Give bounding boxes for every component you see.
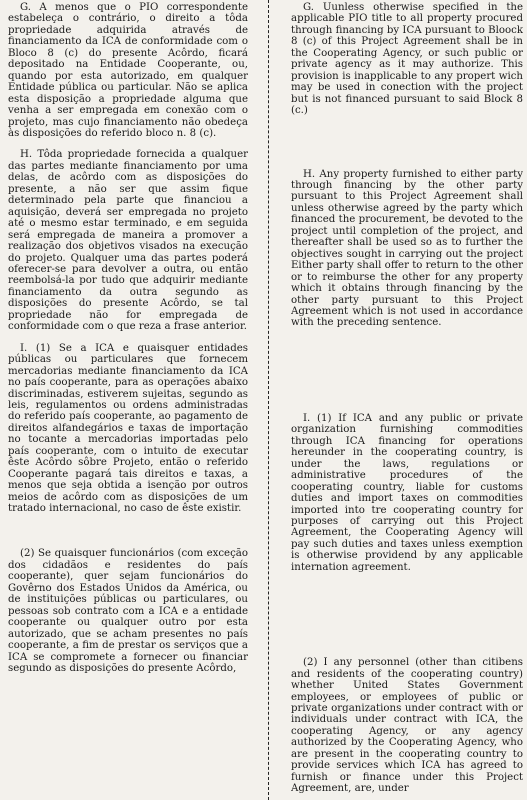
paragraph-h-pt: H. Tôda propriedade fornecida a qualquer das partes mediante financiamento por uma delas, de acôrdo com as disposições do presente, a não ser que assim fique determinado pela parte que financiou a aquisição, deverá ser empregada no projeto até o mesmo estar terminado, e em seguida será empregada de maneira a promover a realização dos objetivos visados na execução do projeto. Qualquer uma das partes poderá oferecer-se para devolver a outra, ou então reembolsá-la por tudo que adquirir mediante financiamento da outra segundo as disposições do presente Acôrdo, se tal propriedade não for empregada de conformidade com o que reza a frase anterior. (8, 149, 248, 333)
paragraph-h-en: H. Any property furnished to either party through financing by the other party pursuant to this Project Agreement shall unless otherwise agreed by the party which financed the procurement, be devoted to the project until completion of the project, and thereafter shall be used so as to further the objectives sought in carrying out the project Either party shall offer to return to the other or to reimburse the other for any property which it obtains through financing by the other party pursuant to this Project Agreement which is not used in accordance with the preceding sentence. (291, 168, 523, 329)
portuguese-column (8, 2, 248, 798)
paragraph-i1-pt: I. (1) Se a ICA e quaisquer entidades públicas ou particulares que fornecem mercadorias mediante financiamento da ICA no país cooperante, para as operações abaixo discriminadas, estiverem sujeitas, segundo as leis, regulamentos ou ordens administradas do referido país cooperante, ao pagamento de direitos alfandegários e taxas de importação no tocante a mercadorias importadas pelo país cooperante, com o intuito de executar êste Acôrdo sôbre Projeto, então o referido Cooperante pagará tais direitos e taxas, a menos que seja obtida a isenção por outros meios de acôrdo com as disposições de um tratado internacional, no caso de êste existir. (8, 342, 248, 515)
paragraph-g-pt: G. A menos que o PIO correspondente estabeleça o contrário, o direito a tôda propriedade adquirida através de financiamento da ICA de conformidade com o Bloco 8 (c) do presente Acôrdo, ficará depositado na Entidade Cooperante, ou, quando por esta autorizado, em qualquer Entidade pública ou particular. Não se aplica esta disposição a propriedade alguma que venha a ser empregada em conexão com o projeto, mas cujo financiamento não obedeça às disposições do referido bloco n. 8 (c). (8, 2, 248, 139)
english-column (291, 2, 523, 798)
paragraph-g-en: G. Uunless otherwise specified in the applicable PIO title to all property procured through financing by ICA pursuant to Bloock 8 (c) of this Project Agreement shall be in the Cooperating Agency, or such public or private agency as it may authorize. This provision is inapplicable to any propert wich may be used in conection with the project but is not financed pursuant to said Block 8 (c.) (291, 2, 523, 117)
paragraph-i2-en: (2) I any personnel (other than citibens and residents of the cooperating country) whether United States Government employees, or employees of public or private organizations under contract with or individuals under contract with ICA, the cooperating Agency, or any agency authorized by the Cooperating Agency, who are present in the cooperating country to provide services which ICA has agreed to furnish or finance under this Project Agreement, are, under (291, 657, 523, 795)
paragraph-i2-pt: (2) Se quaisquer funcionários (com exceção dos cidadãos e residentes do país cooperante), quer sejam funcionários do Govêrno dos Estados Unidos da América, ou de instituições públicas ou particulares, ou pessoas sob contrato com a ICA e a entidade cooperante ou qualquer outro por esta autorizado, que se acham presentes no país cooperante, a fim de prestar os serviços que a ICA se compromete a fornecer ou financiar segundo as disposições do presente Acôrdo, (8, 548, 248, 675)
paragraph-i1-en: I. (1) If ICA and any public or private organization furnishing commodities through ICA financing for operations hereunder in the cooperating country, is under the laws, regulations or administrative procedures of the cooperating country, liable for customs duties and import taxes on commodities imported into tre cooperating country for purposes of carrying out this Project Agreement, the Cooperating Agency will pay such duties and taxes unless exemption is otherwise providend by any applicable internation agreement. (291, 412, 523, 573)
column-divider (268, 0, 269, 800)
